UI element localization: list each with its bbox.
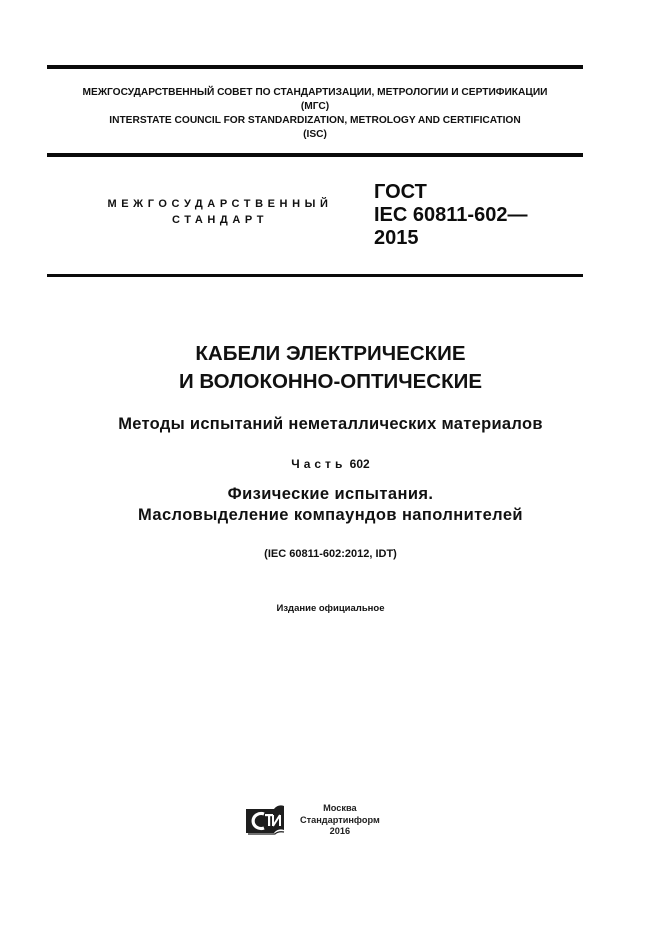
council-abbr-en: (ISC) bbox=[303, 129, 327, 140]
part-title-line-2: Масловыделение компаундов наполнителей bbox=[138, 506, 523, 524]
title-line-1: КАБЕЛИ ЭЛЕКТРИЧЕСКИЕ bbox=[195, 342, 466, 365]
part-heading bbox=[0, 456, 661, 472]
publisher-name: Стандартинформ bbox=[300, 814, 380, 825]
document-title bbox=[0, 340, 661, 396]
part-title bbox=[0, 484, 661, 526]
publisher-text bbox=[300, 803, 380, 838]
top-rule bbox=[47, 65, 583, 69]
gost-designation bbox=[374, 181, 527, 250]
official-edition-label: Издание официальное bbox=[276, 603, 385, 614]
title-divider bbox=[47, 274, 583, 277]
part-number: 602 bbox=[349, 457, 370, 471]
council-abbr-ru: (МГС) bbox=[300, 101, 330, 112]
council-name-en: INTERSTATE COUNCIL FOR STANDARDIZATION, METROLOGY AND CERTIFICATION bbox=[109, 115, 521, 126]
gost-year: 2015 bbox=[374, 227, 419, 249]
part-title-line-1: Физические испытания. bbox=[227, 485, 434, 503]
gost-number: IEC 60811-602— bbox=[374, 204, 528, 226]
part-word: Часть bbox=[291, 457, 347, 471]
publisher-block bbox=[244, 803, 380, 838]
iec-reference: (IEC 60811-602:2012, IDT) bbox=[264, 548, 397, 560]
title-line-2: И ВОЛОКОННО-ОПТИЧЕСКИЕ bbox=[178, 370, 483, 393]
standard-kind-line2: СТАНДАРТ bbox=[171, 214, 269, 226]
standard-kind-line1: МЕЖГОСУДАРСТВЕННЫЙ bbox=[107, 198, 333, 210]
council-name-ru: МЕЖГОСУДАРСТВЕННЫЙ СОВЕТ ПО СТАНДАРТИЗАЦИИ, МЕТРОЛОГИИ И СЕРТИФИКАЦИИ bbox=[82, 87, 548, 98]
gost-label: ГОСТ bbox=[374, 181, 427, 203]
standard-kind bbox=[90, 196, 350, 228]
header-divider bbox=[47, 153, 583, 157]
document-subtitle: Методы испытаний неметаллических материалов bbox=[118, 415, 543, 433]
publisher-year: 2016 bbox=[329, 826, 351, 836]
publisher-city: Москва bbox=[323, 803, 357, 813]
council-header bbox=[47, 86, 583, 142]
standartinform-logo-icon bbox=[244, 803, 286, 837]
